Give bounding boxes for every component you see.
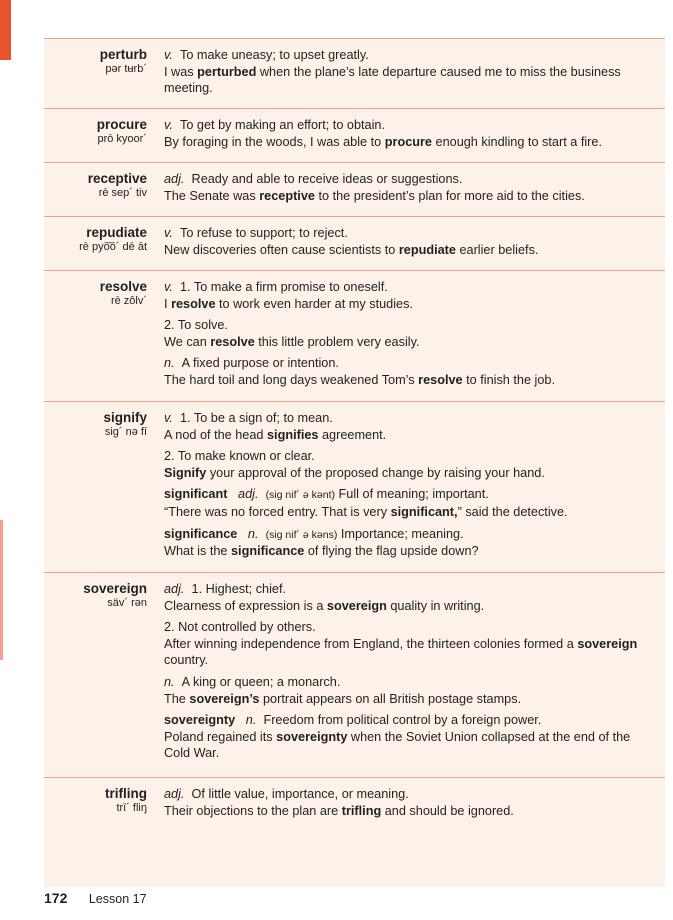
example-text: A nod of the head [164,427,267,442]
example-text: and should be ignored. [381,803,514,818]
example-text: What is the [164,544,231,559]
example-sentence [164,427,655,444]
part-of-speech: n. [247,526,259,541]
definition-sense [164,410,655,443]
vocab-entry-receptive [44,163,665,217]
vocab-word-in-example: significant, [390,504,458,519]
chapter-tab [0,0,11,60]
example-sentence [164,543,655,560]
definition-text: Freedom from political control by a foreign power. [263,713,542,728]
example-sentence [164,691,655,708]
example-text: The [164,691,190,706]
definition-line [164,786,655,803]
entry-word: signify [103,410,147,425]
definition-sense [164,526,655,560]
definition-line [164,619,655,636]
entry-term [44,217,147,270]
definition-line [164,486,655,504]
example-text: earlier beliefs. [455,242,539,257]
definition-text: 2. To make known or clear. [164,449,315,464]
entry-term [44,39,147,108]
vocab-word-in-example: significance [231,544,305,559]
definition-line [164,171,655,188]
vocab-word-in-example: repudiate [398,242,456,257]
example-text: The hard toil and long days weakened Tom’s [164,372,419,387]
vocab-word-in-example: resolve [171,296,216,311]
example-text: portrait appears on all British postage stamps. [259,691,522,706]
derived-pronunciation: (sig nif´ ə kənt) [265,489,336,502]
part-of-speech: v. [164,411,173,425]
example-sentence [164,372,655,389]
page-edge-strip [0,520,3,660]
example-sentence [164,636,655,669]
definition-text: To get by making an effort; to obtain. [180,118,386,132]
definition-line [164,279,655,296]
vocab-word-in-example: sovereign’s [189,691,260,706]
definition-text: 1. To make a firm promise to oneself. [180,280,388,294]
definition-sense [164,448,655,481]
entry-term [44,573,147,777]
example-text: when the Soviet Union collapsed at the end of the Cold War. [164,729,631,761]
vocab-entry-repudiate [44,217,665,271]
example-text: when the plane’s late departure caused me to miss the business meeting. [164,64,621,96]
example-sentence [164,334,655,351]
example-text: quality in writing. [386,598,485,613]
entry-definitions [147,109,665,162]
example-sentence [164,803,655,820]
vocab-word-in-example: perturbed [197,64,257,79]
example-text: of flying the flag upside down? [304,544,479,559]
definition-text: 1. Highest; chief. [191,582,287,596]
part-of-speech: n. [245,713,257,728]
entry-pronunciation: prō kyoor´ [97,133,147,145]
definition-text: Ready and able to receive ideas or suggestions. [191,172,463,186]
entry-pronunciation: rē sep´ tiv [98,187,147,199]
example-text: agreement. [318,427,387,442]
example-text: to work even harder at my studies. [215,296,413,311]
vocab-word-in-example: signifies [267,427,319,442]
part-of-speech: adj. [164,582,185,596]
entry-pronunciation: pər tʉrb´ [105,63,147,75]
definition-text: 2. To solve. [164,318,228,333]
entry-term [44,163,147,216]
definition-sense [164,117,655,150]
example-text: ” said the detective. [457,504,568,519]
definition-line [164,355,655,372]
vocab-entry-trifling [44,778,665,881]
definition-sense [164,486,655,520]
definition-sense [164,47,655,97]
entry-pronunciation: rē pyo͞o´ dē āt [79,241,147,253]
entry-term [44,109,147,162]
definition-line [164,317,655,334]
example-text: to finish the job. [462,372,555,387]
definition-line [164,47,655,64]
definition-text: 1. To be a sign of; to mean. [180,411,333,425]
part-of-speech: adj. [164,787,185,801]
entry-word: trifling [105,786,147,801]
example-text: enough kindling to start a fire. [432,134,602,149]
part-of-speech: n. [164,356,175,371]
vocab-word-in-example: trifling [341,803,382,818]
example-text: Their objections to the plan are [164,803,342,818]
entry-word: procure [96,117,147,132]
example-text: your approval of the proposed change by raising your hand. [206,465,545,480]
entry-pronunciation: sig´ nə fī [104,426,147,438]
entry-word: resolve [99,279,147,294]
entry-word: receptive [87,171,147,186]
example-sentence [164,188,655,205]
entry-word: repudiate [86,225,147,240]
derived-word: sovereignty [164,713,236,728]
definition-line [164,712,655,729]
page-footer [44,890,147,907]
definition-sense [164,355,655,388]
definition-text: Full of meaning; important. [338,487,489,502]
example-text: I [164,296,172,311]
definition-line [164,526,655,544]
entry-definitions [147,39,665,108]
entry-definitions [147,573,665,777]
definition-sense [164,786,655,819]
definition-sense [164,674,655,707]
definition-sense [164,581,655,614]
vocab-word-in-example: sovereign [326,598,387,613]
definition-line [164,117,655,134]
vocab-entry-procure [44,109,665,163]
part-of-speech: adj. [238,487,259,502]
part-of-speech: v. [164,118,173,132]
example-sentence [164,242,655,259]
part-of-speech: v. [164,48,173,62]
definition-text: To make uneasy; to upset greatly. [180,48,369,62]
part-of-speech: n. [164,674,175,689]
definition-sense [164,712,655,762]
lesson-label: Lesson 17 [88,892,147,906]
entry-word: sovereign [83,581,147,596]
vocab-entry-resolve [44,271,665,402]
vocab-word-in-example: sovereign [577,636,638,651]
definition-text: A king or queen; a monarch. [181,674,341,689]
entry-pronunciation: trī´ fliŋ [116,802,147,814]
entry-word: perturb [99,47,147,62]
definition-sense [164,225,655,258]
example-text: Clearness of expression is a [164,598,327,613]
example-sentence [164,465,655,482]
vocab-entry-perturb [44,39,665,109]
entry-pronunciation: säv´ rən [107,597,147,609]
vocab-word-in-example: resolve [210,334,255,349]
example-text: After winning independence from England, the thirteen colonies formed a [164,636,578,651]
vocab-entry-sovereign [44,573,665,778]
example-sentence [164,729,655,762]
example-text: country. [164,653,209,668]
example-text: Poland regained its [164,729,277,744]
vocab-word-in-example: procure [384,134,432,149]
vocab-word-in-example: resolve [418,372,463,387]
definition-line [164,674,655,691]
example-sentence [164,296,655,313]
derived-word: significant [164,487,228,502]
definition-text: 2. Not controlled by others. [164,620,316,635]
definition-sense [164,619,655,669]
example-text: By foraging in the woods, I was able to [164,134,385,149]
example-sentence [164,134,655,151]
entry-term [44,271,147,401]
derived-word: significance [164,526,238,541]
example-text: “There was no forced entry. That is very [164,504,391,519]
entry-definitions [147,778,665,881]
example-text: to the president’s plan for more aid to the cities. [314,188,585,203]
entry-definitions [147,163,665,216]
entry-term [44,402,147,572]
definition-text: Importance; meaning. [340,526,464,541]
vocab-word-in-example: receptive [259,188,315,203]
definition-sense [164,171,655,204]
example-text: We can [164,334,211,349]
entry-definitions [147,271,665,401]
part-of-speech: v. [164,280,173,294]
entry-term [44,778,147,881]
definition-sense [164,279,655,312]
definition-line [164,581,655,598]
vocabulary-panel [44,38,665,887]
example-sentence [164,64,655,97]
definition-text: Of little value, importance, or meaning. [191,787,409,801]
page-number: 172 [44,890,68,906]
derived-pronunciation: (sig nif´ ə kəns) [265,528,338,541]
entry-definitions [147,402,665,572]
entry-definitions [147,217,665,270]
part-of-speech: v. [164,226,173,240]
vocab-entry-signify [44,402,665,573]
entry-pronunciation: rē zôlv´ [110,295,147,307]
example-text: this little problem very easily. [254,334,420,349]
part-of-speech: adj. [164,172,185,186]
definition-text: A fixed purpose or intention. [181,356,339,371]
vocab-word-in-example: Signify [164,465,207,480]
example-sentence [164,504,655,521]
example-text: New discoveries often cause scientists to [164,242,399,257]
definition-line [164,225,655,242]
definition-line [164,410,655,427]
definition-sense [164,317,655,350]
example-text: The Senate was [164,188,260,203]
vocab-word-in-example: sovereignty [276,729,348,744]
example-sentence [164,598,655,615]
definition-text: To refuse to support; to reject. [180,226,348,240]
example-text: I was [164,64,198,79]
definition-line [164,448,655,465]
